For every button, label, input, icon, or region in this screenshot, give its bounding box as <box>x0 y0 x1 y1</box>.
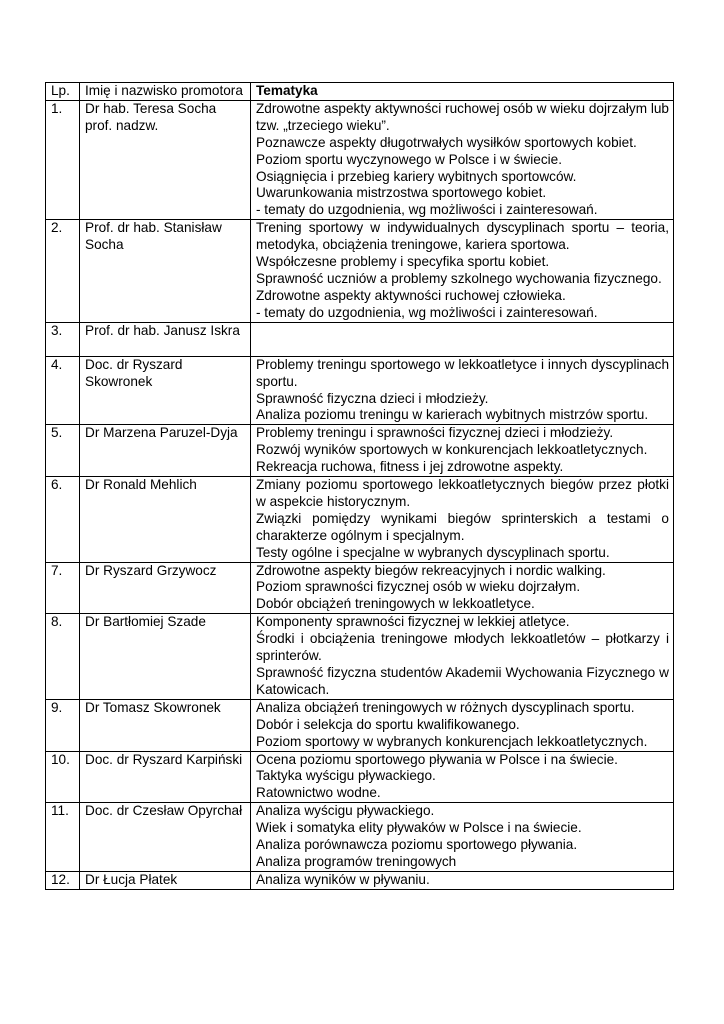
table-row <box>46 803 674 872</box>
promoter-name: Doc. dr Ryszard Skowronek <box>80 356 251 425</box>
promoter-name: Doc. dr Ryszard Karpiński <box>80 751 251 803</box>
promoter-name: Doc. dr Czesław Opyrchał <box>80 803 251 872</box>
topic-item: Osiągnięcia i przebieg kariery wybitnych sportowców. <box>256 168 577 184</box>
topics-cell <box>251 562 674 614</box>
topics-cell <box>251 803 674 872</box>
topic-item: Uwarunkowania mistrzostwa sportowego kobiet. <box>256 185 547 201</box>
topic-item: Poziom sportu wyczynowego w Polsce i w świecie. <box>256 151 562 167</box>
topic-item: Dobór i selekcja do sportu kwalifikowanego. <box>256 716 520 732</box>
topic-item: Związki pomiędzy wynikami biegów sprinterskich a testami o charakterze ogólnym i specjalnym. <box>256 510 669 543</box>
topic-item: Analiza porównawcza poziomu sportowego pływania. <box>256 837 578 853</box>
row-number: 6. <box>46 477 80 563</box>
topic-item: Taktyka wyścigu pływackiego. <box>256 768 436 784</box>
topic-item: Zdrowotne aspekty aktywności ruchowej osób w wieku dojrzałym lub tzw. „trzeciego wieku”. <box>256 100 669 133</box>
row-number: 2. <box>46 220 80 322</box>
table-row <box>46 751 674 803</box>
table-row <box>46 220 674 322</box>
topic-item: Problemy treningu i sprawności fizycznej dzieci i młodzieży. <box>256 425 614 441</box>
topic-item: Poznawcze aspekty długotrwałych wysiłków sportowych kobiet. <box>256 134 637 150</box>
table-row <box>46 699 674 751</box>
topic-item: Zdrowotne aspekty aktywności ruchowej człowieka. <box>256 287 566 303</box>
topics-cell <box>251 220 674 322</box>
row-number: 10. <box>46 751 80 803</box>
topics-cell <box>251 322 674 356</box>
topic-item: Sprawność uczniów a problemy szkolnego wychowania fizycznego. <box>256 270 662 286</box>
topic-item: Współczesne problemy i specyfika sportu kobiet. <box>256 254 550 270</box>
topics-cell <box>251 477 674 563</box>
topics-cell <box>251 356 674 425</box>
topics-cell <box>251 100 674 219</box>
table-body <box>46 100 674 889</box>
row-number: 12. <box>46 871 80 889</box>
topic-item: Zdrowotne aspekty biegów rekreacyjnych i nordic walking. <box>256 562 606 578</box>
table-row <box>46 871 674 889</box>
topic-item: Wiek i somatyka elity pływaków w Polsce i na świecie. <box>256 820 582 836</box>
topic-item: Problemy treningu sportowego w lekkoatletyce i innych dyscyplinach sportu. <box>256 356 669 389</box>
topics-cell <box>251 751 674 803</box>
promoter-name: Prof. dr hab. Janusz Iskra <box>80 322 251 356</box>
topic-item: Analiza wyścigu pływackiego. <box>256 803 435 819</box>
promoter-name: Dr Tomasz Skowronek <box>80 699 251 751</box>
table-row <box>46 322 674 356</box>
table-row <box>46 356 674 425</box>
promoter-name: Dr Ronald Mehlich <box>80 477 251 563</box>
topic-item: Rekreacja ruchowa, fitness i jej zdrowotne aspekty. <box>256 459 564 475</box>
promoter-name: Dr Bartłomiej Szade <box>80 614 251 700</box>
topics-cell <box>251 699 674 751</box>
topic-item: Analiza wyników w pływaniu. <box>256 871 430 887</box>
promoter-name: Dr Marzena Paruzel-Dyja <box>80 425 251 477</box>
table-header-row <box>46 83 674 101</box>
topic-item: Rozwój wyników sportowych w konkurencjach lekkoatletycznych. <box>256 442 648 458</box>
table-row <box>46 477 674 563</box>
topic-item: Sprawność fizyczna studentów Akademii Wychowania Fizycznego w Katowicach. <box>256 665 669 697</box>
topics-cell <box>251 425 674 477</box>
topic-item: Testy ogólne i specjalne w wybranych dyscyplinach sportu. <box>256 544 610 560</box>
promoter-name: Dr hab. Teresa Socha prof. nadzw. <box>80 100 251 219</box>
topic-item: Ratownictwo wodne. <box>256 785 381 801</box>
topics-cell <box>251 871 674 889</box>
row-number: 3. <box>46 322 80 356</box>
promoter-name: Prof. dr hab. Stanisław Socha <box>80 220 251 322</box>
topics-cell <box>251 614 674 700</box>
topic-item: Analiza poziomu treningu w karierach wybitnych mistrzów sportu. <box>256 407 649 423</box>
topic-item: Dobór obciążeń treningowych w lekkoatletyce. <box>256 596 535 612</box>
topic-item: Ocena poziomu sportowego pływania w Polsce i na świecie. <box>256 751 618 767</box>
topic-item: Środki i obciążenia treningowe młodych lekkoatletów – płotkarzy i sprinterów. <box>256 631 669 664</box>
row-number: 1. <box>46 100 80 219</box>
promoter-name: Dr Ryszard Grzywocz <box>80 562 251 614</box>
topic-item: Komponenty sprawności fizycznej w lekkiej atletyce. <box>256 614 570 630</box>
table-row <box>46 614 674 700</box>
topic-item: Poziom sportowy w wybranych konkurencjach lekkoatletycznych. <box>256 733 648 749</box>
table-row <box>46 425 674 477</box>
topic-item: Poziom sprawności fizycznej osób w wieku dojrzałym. <box>256 579 581 595</box>
row-number: 8. <box>46 614 80 700</box>
topic-item: Trening sportowy w indywidualnych dyscyplinach sportu – teoria, metodyka, obciążenia treningowe, kariera sportowa. <box>256 220 669 253</box>
row-number: 5. <box>46 425 80 477</box>
header-promoter: Imię i nazwisko promotora <box>80 83 251 101</box>
promoters-table <box>45 82 674 890</box>
topic-item: Sprawność fizyczna dzieci i młodzieży. <box>256 390 489 406</box>
topic-item: Analiza obciążeń treningowych w różnych dyscyplinach sportu. <box>256 699 635 715</box>
promoter-name: Dr Łucja Płatek <box>80 871 251 889</box>
header-topics: Tematyka <box>251 83 674 101</box>
table-row <box>46 562 674 614</box>
topic-item: - tematy do uzgodnienia, wg możliwości i zainteresowań. <box>256 202 598 218</box>
topic-item: Analiza programów treningowych <box>256 853 457 869</box>
row-number: 9. <box>46 699 80 751</box>
topic-item: - tematy do uzgodnienia, wg możliwości i zainteresowań. <box>256 304 598 320</box>
row-number: 7. <box>46 562 80 614</box>
header-lp: Lp. <box>46 83 80 101</box>
topic-item: Zmiany poziomu sportowego lekkoatletycznych biegów przez płotki w aspekcie historycznym. <box>256 477 669 509</box>
row-number: 11. <box>46 803 80 872</box>
row-number: 4. <box>46 356 80 425</box>
table-row <box>46 100 674 219</box>
